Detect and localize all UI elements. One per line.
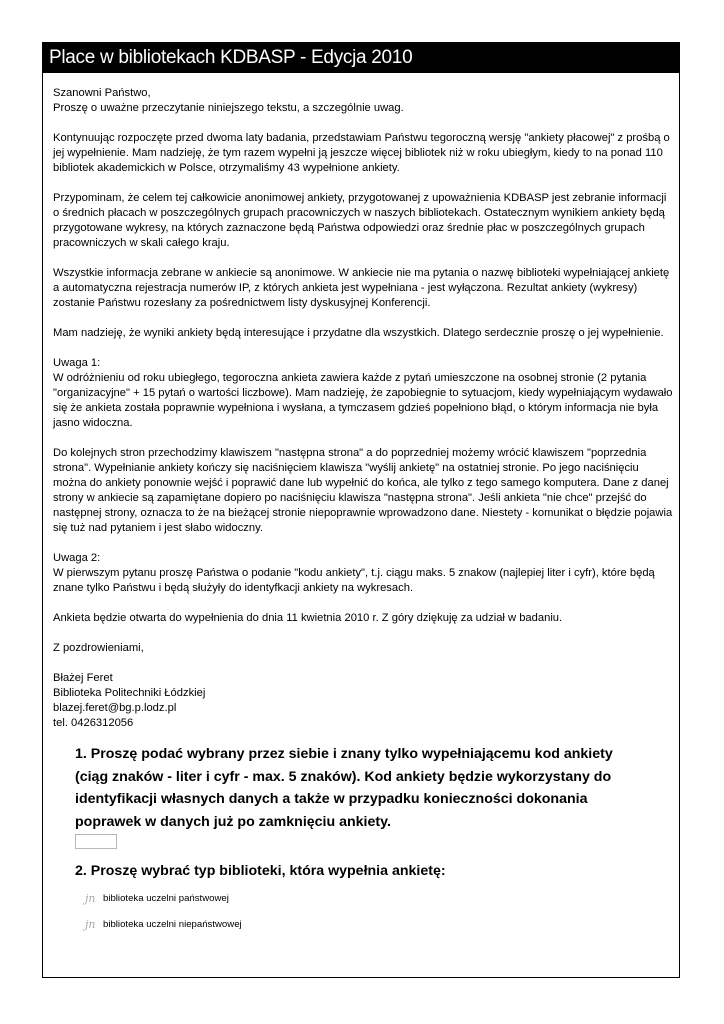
intro-paragraph-6: Ankieta będzie otwarta do wypełnienia do dnia 11 kwietnia 2010 r. Z góry dziękuję za udział w badaniu. [53, 612, 563, 624]
intro-paragraph-2: Przypominam, że celem tej całkowicie anonimowej ankiety, przygotowanej z upoważnienia KDBASP jest zebranie informacji o średnich płacach w poszczególnych grupach pracowniczych w naszych bibliotekach. Ostatecznym wynikiem ankiety będą przygotowane wykresy, na których zaznaczone będą Państwa odpowiedzi oraz średnie płac w poszczególnych grupach pracowniczych w skali całego kraju. [53, 192, 667, 249]
radio-icon[interactable]: jn [85, 918, 96, 931]
library-type-option-state[interactable] [85, 892, 229, 906]
page-title: Place w bibliotekach KDBASP - Edycja 2010 [43, 43, 679, 73]
option-label: biblioteka uczelni państwowej [103, 893, 229, 904]
intro-paragraph-5: Do kolejnych stron przechodzimy klawiszem "następna strona" a do poprzedniej możemy wrócić klawiszem "poprzednia strona". Wypełnianie ankiety kończy się naciśnięciem klawisza "wyślij ankietę" na ostatniej stronie. Po jego naciśnięciu można do ankiety ponownie wejść i poprawić dane lub wypełnić do końca, ale tylko z tego samego komputera. Dane z danej strony w ankiecie są zapamiętane dopiero po naciśnięciu klawisza "następna strona". Jeśli ankieta "nie chce" przejść do następnej strony, oznacza to że na bieżącej stronie niepoprawnie wprowadzono dane. Niestety - komunikat o błędzie pojawia się tuż nad pytaniem i jest słabo widoczny. [53, 447, 673, 534]
question-2-text: 2. Proszę wybrać typ biblioteki, która wypełnia ankietę: [75, 863, 446, 879]
survey-code-input[interactable] [75, 834, 117, 849]
library-type-option-private[interactable] [85, 918, 242, 932]
question-1-text: 1. Proszę podać wybrany przez siebie i znany tylko wypełniającemu kod ankiety (ciąg znaków - liter i cyfr - max. 5 znaków). Kod ankiety będzie wykorzystany do identyfikacji własnych danych a także w przypadku konieczności dokonania poprawek w danych już po zamknięciu ankiety. [75, 746, 613, 830]
note-2: Uwaga 2: W pierwszym pytanu proszę Państwa o podanie "kodu ankiety", t.j. ciągu maks. 5 znakow (najlepiej liter i cyfr), które będą znane tylko Państwu i będą służyły do identyfkacji ankiety na wykresach. [53, 552, 655, 594]
closing: Z pozdrowieniami, [53, 642, 144, 654]
intro-text [53, 86, 675, 731]
greeting: Szanowni Państwo, Proszę o uważne przeczytanie niniejszego tekstu, a szczególnie uwag. [53, 87, 404, 114]
intro-paragraph-3: Wszystkie informacja zebrane w ankiecie są anonimowe. W ankiecie nie ma pytania o nazwę biblioteki wypełniającej ankietę a automatyczna rejestracja numerów IP, z których ankieta jest wypełniana - jest wyłączona. Rezultat ankiety (wykresy) zostanie Państwu rozesłany za pośrednictwem listy dyskusyjnej Konferencji. [53, 267, 670, 309]
intro-paragraph-1: Kontynuując rozpoczęte przed dwoma laty badania, przedstawiam Państwu tegoroczną wersję "ankiety płacowej" z prośbą o jej wypełnienie. Mam nadzieję, że tym razem wypełni ją jeszcze więcej bibliotek niż w roku ubiegłym, kiedy to na ponad 110 bibliotek akademickich w Polsce, otrzymaliśmy 43 wypełnione ankiety. [53, 132, 670, 174]
note-1: Uwaga 1: W odróżnieniu od roku ubiegłego, tegoroczna ankieta zawiera każde z pytań umieszczone na osobnej stronie (2 pytania "organizacyjne" + 15 pytań o wartości liczbowe). Mam nadzieję, że zapobiegnie to sytuacjom, kiedy wypełniającym wydawało się że ankieta została poprawnie wypełniona i wysłana, a tymczasem gdzieś popełniono błąd, o którym informacja nie była jasno widoczna. [53, 357, 673, 429]
option-label: biblioteka uczelni niepaństwowej [103, 919, 242, 930]
survey-frame [42, 42, 680, 978]
signature: Błażej Feret Biblioteka Politechniki Łódzkiej blazej.feret@bg.p.lodz.pl tel. 0426312056 [53, 672, 206, 729]
radio-icon[interactable]: jn [85, 892, 96, 905]
intro-paragraph-4: Mam nadzieję, że wyniki ankiety będą interesujące i przydatne dla wszystkich. Dlatego serdecznie proszę o jej wypełnienie. [53, 327, 664, 339]
